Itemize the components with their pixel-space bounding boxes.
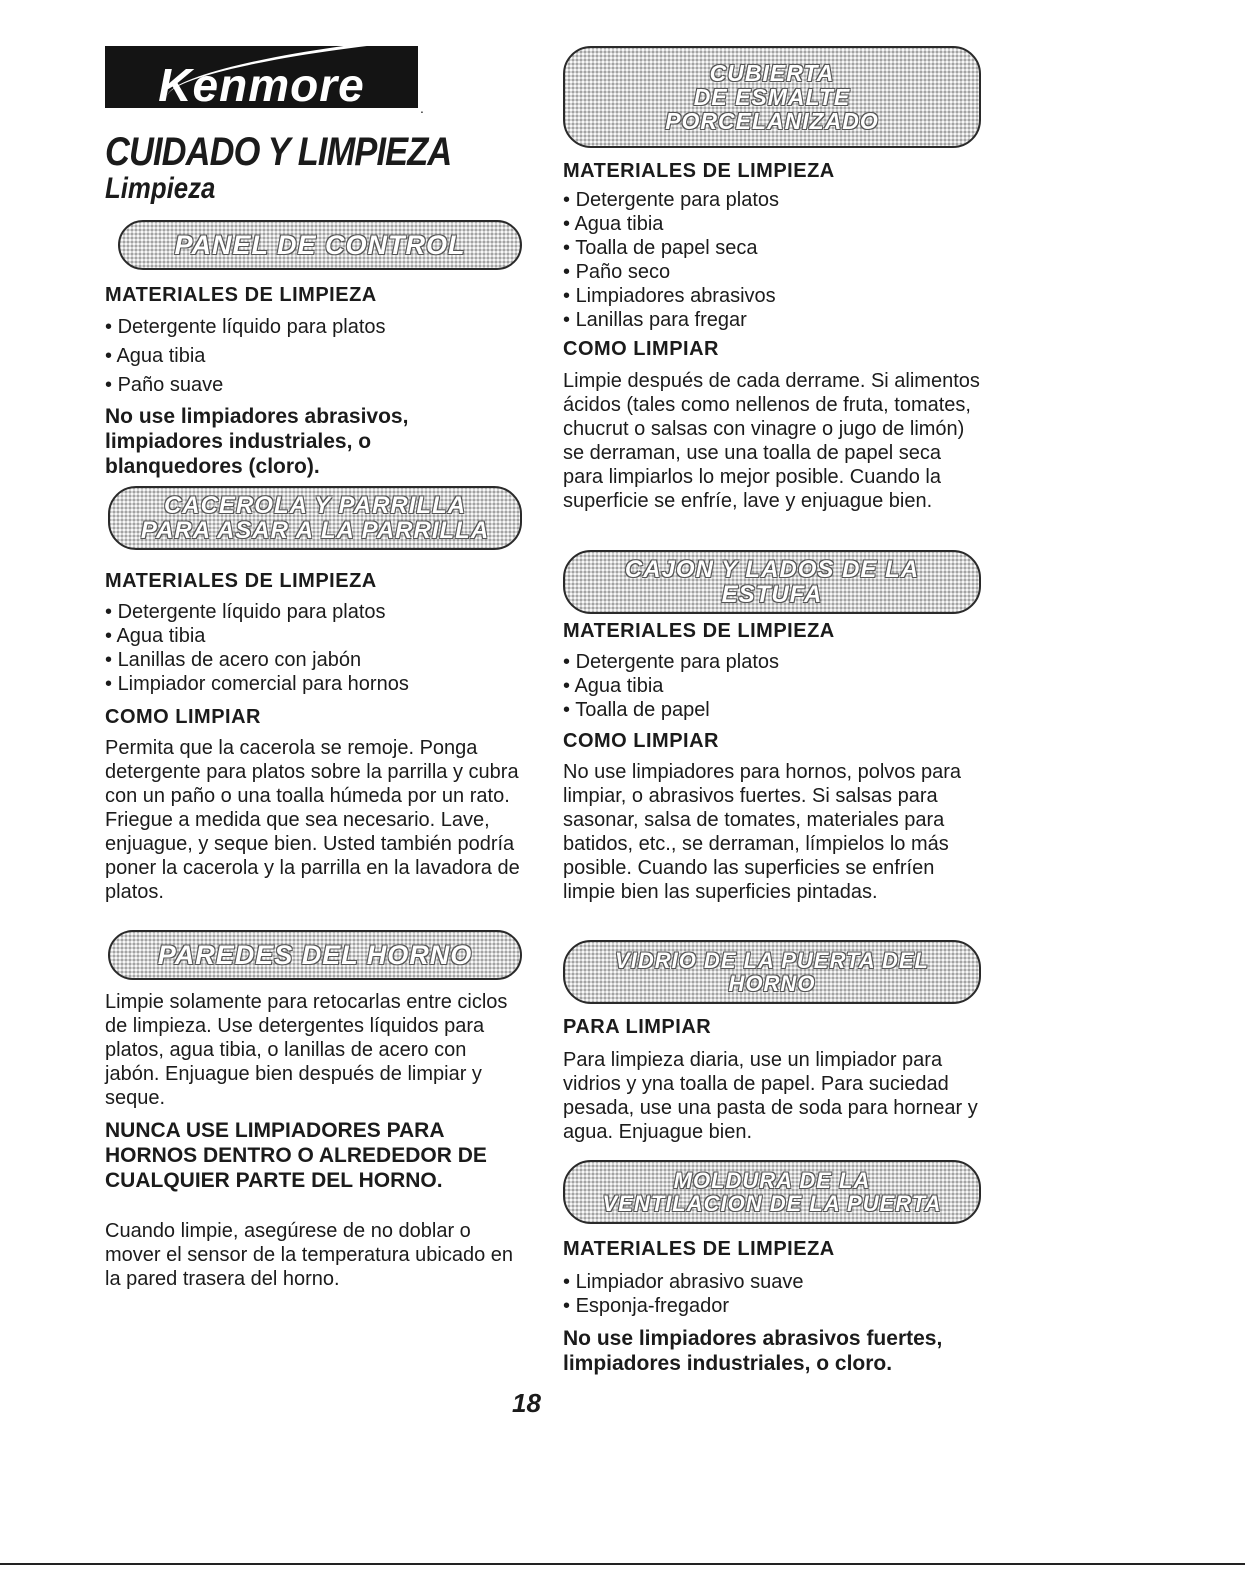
enamel-howto-text: Limpie después de cada derrame. Si alimentos ácidos (tales como nellenos de fruta, tomates, chucrut o salsas con vinagre o jugo de limón) se derraman, use una toalla de papel seca para limpiarlos lo mejor posible. Cuando la superficie se enfríe, lave y enjuague bien. bbox=[563, 370, 980, 512]
banner-panel-de-control: PANEL DE CONTROL bbox=[118, 220, 522, 270]
oven-walls-text: Limpie solamente para retocarlas entre ciclos de limpieza. Use detergentes líquidos para platos, agua tibia, o lanillas de acero con jabón. Enjuague bien después de limpiar y seque. bbox=[105, 991, 508, 1109]
list-item: • Detergente líquido para platos bbox=[105, 313, 386, 342]
list-item: • Detergente para platos bbox=[563, 188, 779, 212]
list-item: • Detergente líquido para platos bbox=[105, 600, 409, 624]
broiler-materials-list bbox=[105, 600, 409, 696]
broiler-howto-heading: COMO LIMPIAR bbox=[105, 706, 261, 728]
list-item: • Esponja-fregador bbox=[563, 1294, 803, 1318]
list-item: • Limpiadores abrasivos bbox=[563, 284, 779, 308]
banner-vidrio-puerta: VIDRIO DE LA PUERTA DEL HORNO bbox=[563, 940, 981, 1004]
panel-materials-heading: MATERIALES DE LIMPIEZA bbox=[105, 284, 377, 306]
logo-trademark-dot: . bbox=[420, 100, 424, 116]
list-item: • Agua tibia bbox=[563, 674, 779, 698]
enamel-howto-heading: COMO LIMPIAR bbox=[563, 338, 719, 360]
panel-warning: No use limpiadores abrasivos, limpiadores industriales, o blanquedores (cloro). bbox=[105, 405, 409, 478]
list-item: • Toalla de papel seca bbox=[563, 236, 779, 260]
vent-trim-warning: No use limpiadores abrasivos fuertes, limpiadores industriales, o cloro. bbox=[563, 1327, 943, 1375]
banner-cajon-lados: CAJON Y LADOS DE LA ESTUFA bbox=[563, 550, 981, 614]
vent-trim-materials-heading: MATERIALES DE LIMPIEZA bbox=[563, 1238, 835, 1260]
door-glass-howto-heading: PARA LIMPIAR bbox=[563, 1016, 712, 1038]
list-item: • Paño suave bbox=[105, 371, 386, 400]
page-subtitle: Limpieza bbox=[105, 172, 216, 205]
drawer-materials-heading: MATERIALES DE LIMPIEZA bbox=[563, 620, 835, 642]
oven-walls-note: Cuando limpie, asegúrese de no doblar o mover el sensor de la temperatura ubicado en la pared trasera del horno. bbox=[105, 1220, 514, 1290]
list-item: • Agua tibia bbox=[563, 212, 779, 236]
broiler-materials-heading: MATERIALES DE LIMPIEZA bbox=[105, 570, 377, 592]
page-number: 18 bbox=[512, 1388, 541, 1418]
banner-moldura-ventilacion: MOLDURA DE LA VENTILACION DE LA PUERTA bbox=[563, 1160, 981, 1224]
list-item: • Limpiador comercial para hornos bbox=[105, 672, 409, 696]
kenmore-logo bbox=[105, 46, 418, 108]
list-item: • Toalla de papel bbox=[563, 698, 779, 722]
banner-paredes-del-horno: PAREDES DEL HORNO bbox=[108, 930, 522, 980]
oven-walls-warning: NUNCA USE LIMPIADORES PARA HORNOS DENTRO O ALREDEDOR DE CUALQUIER PARTE DEL HORNO. bbox=[105, 1119, 487, 1192]
list-item: • Paño seco bbox=[563, 260, 779, 284]
list-item: • Agua tibia bbox=[105, 624, 409, 648]
broiler-howto-text: Permita que la cacerola se remoje. Ponga detergente para platos sobre la parrilla y cubra con un paño o una toalla húmeda por un rato. Friegue a medida que sea necesario. Lave, enjuague, y seque bien. Usted también podría poner la cacerola y la parrilla en la lavadora de platos. bbox=[105, 737, 520, 903]
door-glass-howto-text: Para limpieza diaria, use un limpiador para vidrios y yna toalla de papel. Para suciedad pesada, use una pasta de soda para hornear y agua. Enjuague bien. bbox=[563, 1049, 978, 1143]
list-item: • Lanillas de acero con jabón bbox=[105, 648, 409, 672]
banner-cubierta-esmalte: CUBIERTA DE ESMALTE PORCELANIZADO bbox=[563, 46, 981, 148]
page-title: CUIDADO Y LIMPIEZA bbox=[105, 130, 452, 174]
vent-trim-materials-list bbox=[563, 1270, 803, 1318]
list-item: • Lanillas para fregar bbox=[563, 308, 779, 332]
bottom-rule bbox=[0, 1563, 1245, 1565]
drawer-materials-list bbox=[563, 650, 779, 722]
list-item: • Detergente para platos bbox=[563, 650, 779, 674]
list-item: • Limpiador abrasivo suave bbox=[563, 1270, 803, 1294]
panel-materials-list bbox=[105, 313, 386, 400]
banner-cacerola-parrilla: CACEROLA Y PARRILLA PARA ASAR A LA PARRILLA bbox=[108, 486, 522, 550]
enamel-materials-list bbox=[563, 188, 779, 332]
logo-text: Kenmore bbox=[158, 59, 365, 108]
list-item: • Agua tibia bbox=[105, 342, 386, 371]
enamel-materials-heading: MATERIALES DE LIMPIEZA bbox=[563, 160, 835, 182]
drawer-howto-heading: COMO LIMPIAR bbox=[563, 730, 719, 752]
drawer-howto-text: No use limpiadores para hornos, polvos para limpiar, o abrasivos fuertes. Si salsas para sasonar, salsa de tomates, materiales para batidos, etc., se derraman, límpielos lo más posible. Cuando las superficies se enfríen limpie bien las superficies pintadas. bbox=[563, 761, 961, 903]
